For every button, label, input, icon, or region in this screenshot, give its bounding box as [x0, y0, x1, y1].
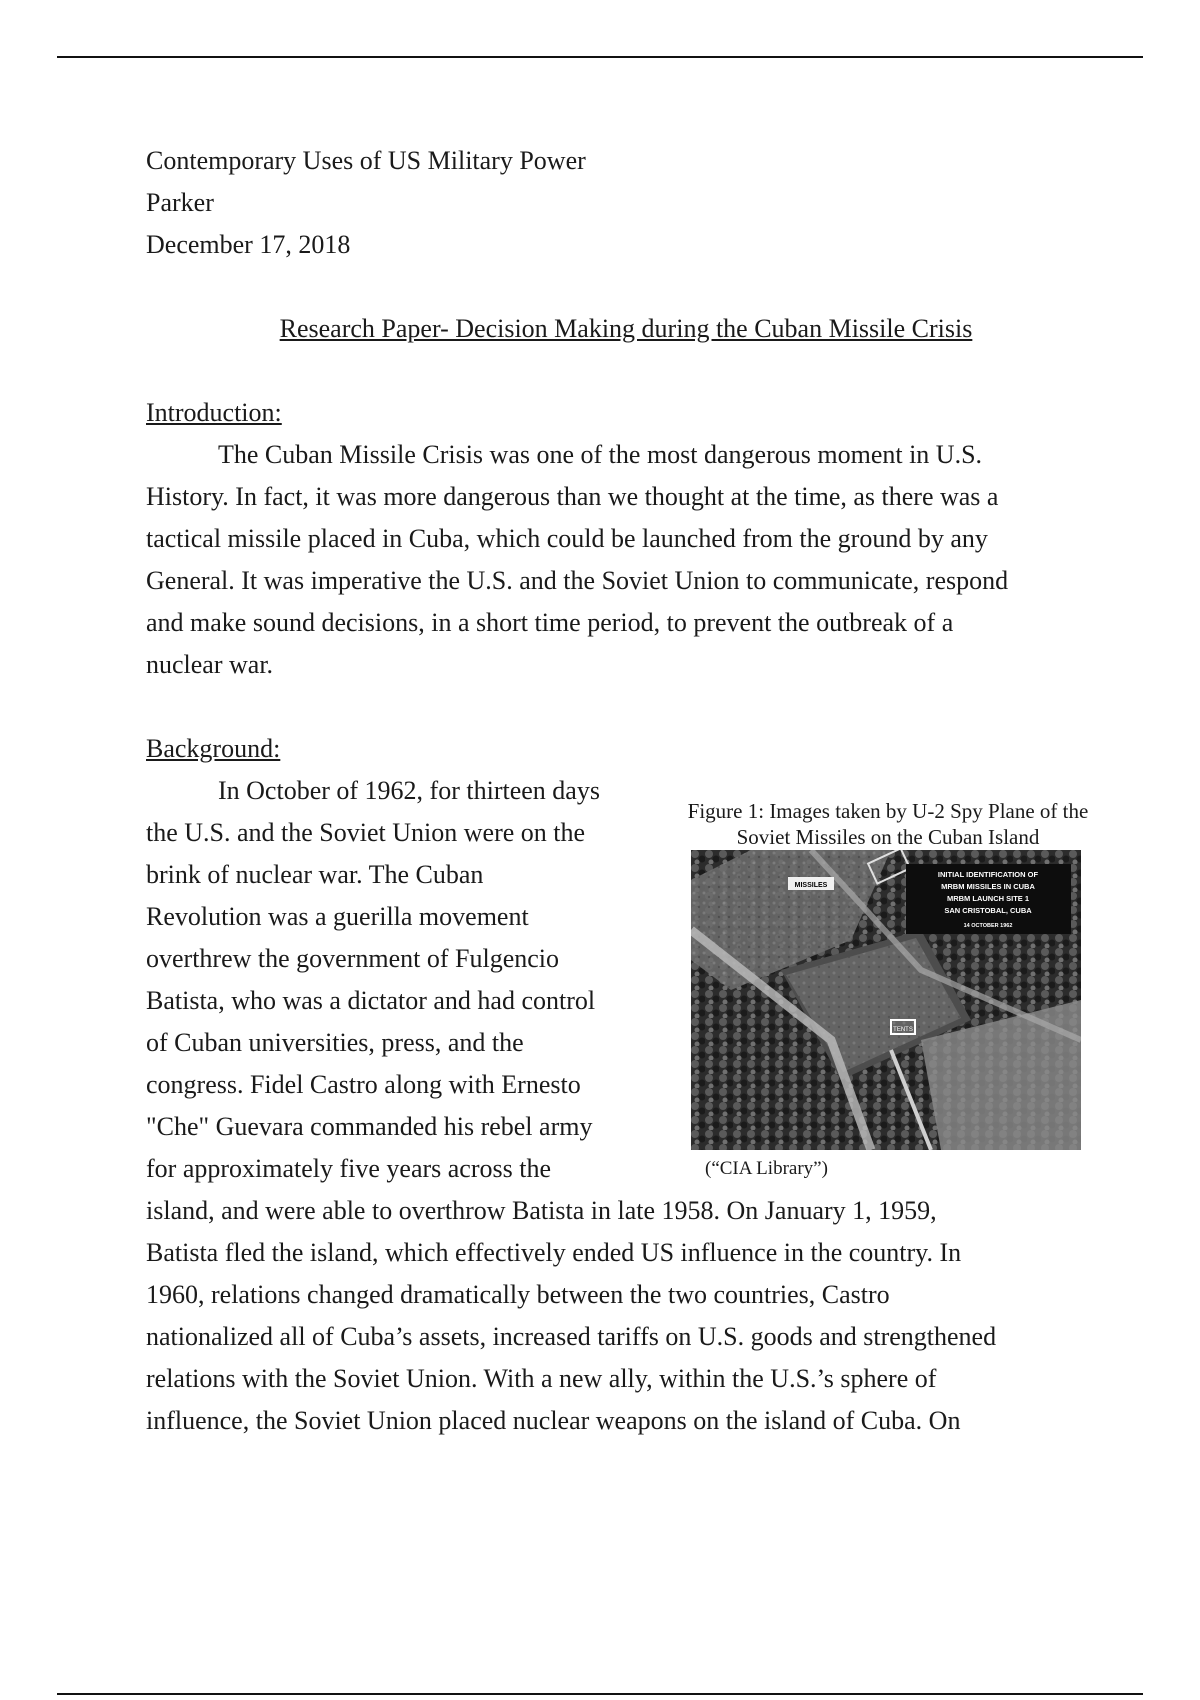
background-line: nationalized all of Cuba’s assets, increased tariffs on U.S. goods and strengthened	[146, 1322, 997, 1351]
background-line: island, and were able to overthrow Batista in late 1958. On January 1, 1959,	[146, 1196, 937, 1225]
background-line: the U.S. and the Soviet Union were on the	[146, 818, 586, 847]
document-date: December 17, 2018	[146, 230, 351, 259]
figure-caption: Figure 1: Images taken by U-2 Spy Plane of the Soviet Missiles on the Cuban Island	[687, 799, 1089, 849]
background-heading: Background:	[146, 734, 281, 763]
aerial-photo-graphic	[691, 850, 1081, 1150]
introduction-heading: Introduction:	[146, 398, 282, 427]
intro-line: and make sound decisions, in a short time period, to prevent the outbreak of a	[146, 608, 954, 637]
course-name: Contemporary Uses of US Military Power	[146, 146, 586, 175]
background-line: overthrew the government of Fulgencio	[146, 944, 559, 973]
figure-1	[673, 798, 1103, 1180]
photo-box-line: MRBM MISSILES IN CUBA	[941, 882, 1035, 891]
introduction-paragraph	[146, 434, 1106, 686]
background-line: 1960, relations changed dramatically between the two countries, Castro	[146, 1280, 890, 1309]
background-line: In October of 1962, for thirteen days	[218, 776, 600, 805]
intro-line: General. It was imperative the U.S. and the Soviet Union to communicate, respond	[146, 566, 1009, 595]
background-line: congress. Fidel Castro along with Ernesto	[146, 1070, 581, 1099]
intro-line: History. In fact, it was more dangerous than we thought at the time, as there was a	[146, 482, 999, 511]
background-line: "Che" Guevara commanded his rebel army	[146, 1112, 593, 1141]
intro-line: The Cuban Missile Crisis was one of the most dangerous moment in U.S.	[218, 440, 983, 469]
paper-title: Research Paper- Decision Making during the Cuban Missile Crisis	[279, 314, 973, 343]
missiles-label: MISSILES	[794, 882, 828, 889]
footer-rule	[57, 1693, 1143, 1695]
intro-line: tactical missile placed in Cuba, which could be launched from the ground by any	[146, 524, 988, 553]
figure-credit: (“CIA Library”)	[705, 1158, 828, 1179]
background-line: of Cuban universities, press, and the	[146, 1028, 524, 1057]
photo-box-line: SAN CRISTOBAL, CUBA	[944, 906, 1032, 915]
photo-box-line: INITIAL IDENTIFICATION OF	[937, 870, 1039, 879]
author-name: Parker	[146, 188, 214, 217]
photo-box-line: MRBM LAUNCH SITE 1	[946, 894, 1030, 903]
aerial-reconnaissance-photo	[691, 850, 1081, 1150]
background-line: relations with the Soviet Union. With a new ally, within the U.S.’s sphere of	[146, 1364, 937, 1393]
photo-box-line: 14 OCTOBER 1962	[963, 923, 1013, 929]
header-rule	[57, 56, 1143, 58]
background-line: Batista, who was a dictator and had control	[146, 986, 596, 1015]
document-page	[146, 140, 1106, 1442]
background-line: Batista fled the island, which effectively ended US influence in the country. In	[146, 1238, 962, 1267]
background-line: Revolution was a guerilla movement	[146, 902, 529, 931]
background-line: influence, the Soviet Union placed nuclear weapons on the island of Cuba. On	[146, 1406, 961, 1435]
tent-label: TENTS	[893, 1027, 913, 1033]
background-line: for approximately five years across the	[146, 1154, 552, 1183]
intro-line: nuclear war.	[146, 650, 274, 679]
background-line: brink of nuclear war. The Cuban	[146, 860, 484, 889]
